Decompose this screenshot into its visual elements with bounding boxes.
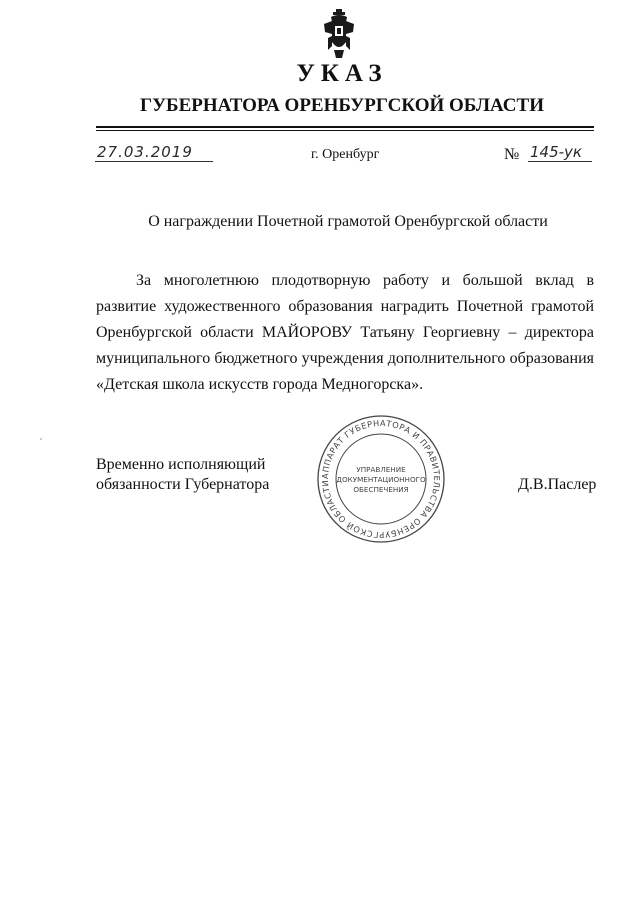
seal-ring-text: АППАРАТ ГУБЕРНАТОРА И ПРАВИТЕЛЬСТВА ОРЕНБУРГСКОЙ ОБЛАСТИ [319, 417, 443, 541]
seal-center-line-1: УПРАВЛЕНИЕ [356, 465, 406, 474]
header-rule-thin [96, 130, 594, 131]
scan-speck [40, 438, 42, 440]
decree-body: За многолетнюю плодотворную работу и большой вклад в развитие художественного образования наградить Почетной грамотой Оренбургской области МАЙОРОВУ Татьяну Георгиевну – директора муниципального бюджетного учреждения дополнительного образования «Детская школа искусств города Медногорска». [96, 272, 594, 393]
decree-subject: О награждении Почетной грамотой Оренбургской области [148, 213, 548, 230]
document-subtitle: ГУБЕРНАТОРА ОРЕНБУРГСКОЙ ОБЛАСТИ [140, 95, 544, 116]
coat-of-arms-icon [322, 8, 356, 60]
official-seal [316, 414, 446, 544]
handwritten-date: 27.03.2019 [97, 143, 193, 161]
signer-title: Временно исполняющий обязанности Губернатора [96, 456, 270, 493]
date-field [97, 143, 209, 162]
seal-center-line-3: ОБЕСПЕЧЕНИЯ [353, 485, 409, 494]
number-underline [528, 161, 592, 162]
number-field [530, 143, 582, 162]
document-title: УКАЗ [296, 60, 388, 87]
signer-name: Д.В.Паслер [518, 476, 597, 493]
date-underline [95, 161, 213, 162]
number-sign: № [504, 146, 520, 163]
handwritten-number: 145-ук [530, 143, 582, 161]
city-label: г. Оренбург [311, 147, 380, 162]
seal-center-line-2: ДОКУМЕНТАЦИОННОГО [336, 475, 426, 484]
header-rule-thick [96, 126, 594, 128]
